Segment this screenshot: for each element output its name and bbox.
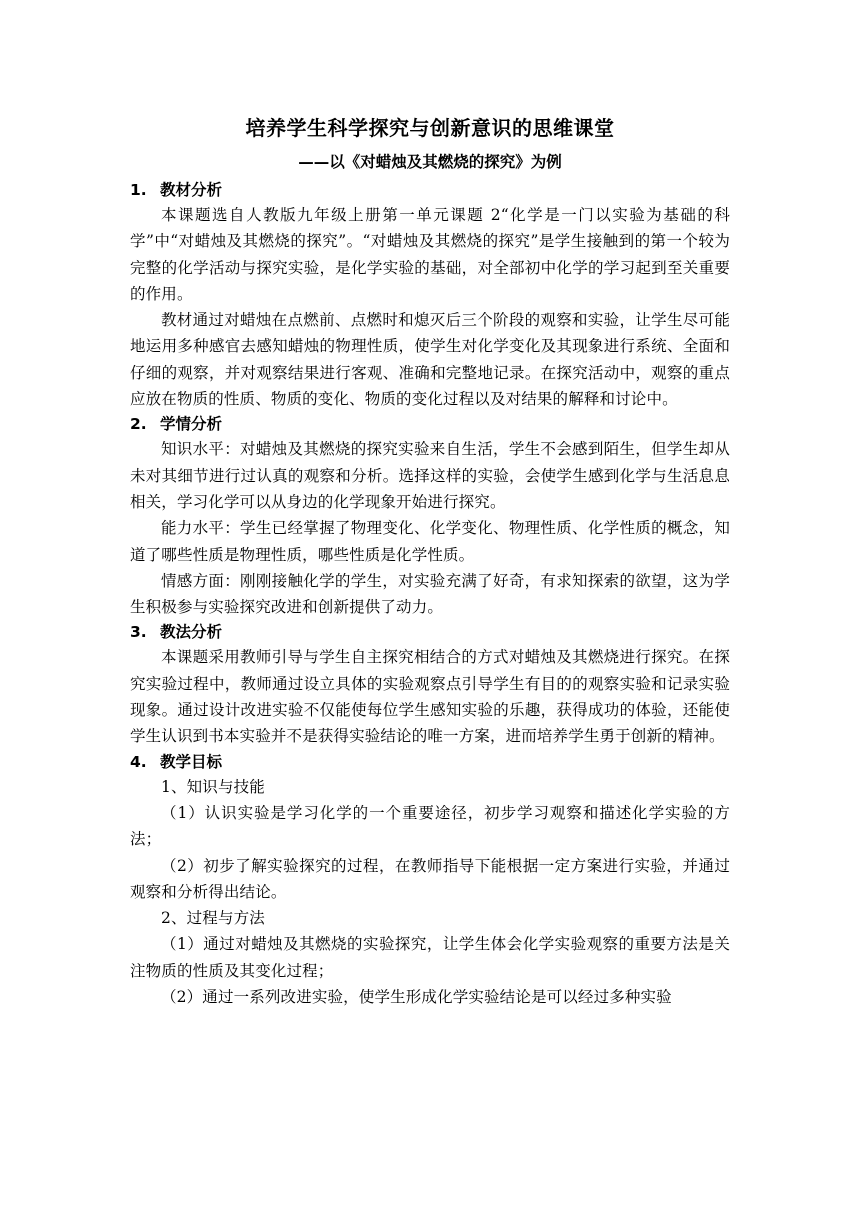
section-number: 4. [130,752,147,771]
list-item: （2）初步了解实验探究的过程，在教师指导下能根据一定方案进行实验，并通过观察和分析得出结论。 [130,856,730,901]
paragraph: 知识水平：对蜡烛及其燃烧的探究实验来自生活，学生不会感到陌生，但学生却从未对其细节进行过认真的观察和分析。选择这样的实验，会使学生感到化学与生活息息相关，学习化学可以从身边的化学现象开始进行探究。 [130,440,730,511]
document-title: 培养学生科学探究与创新意识的思维课堂 [245,116,615,140]
section-number: 1. [130,181,147,199]
section-title: 教材分析 [160,181,223,199]
section-title: 教学目标 [160,752,223,771]
subsection-heading: 2、过程与方法 [161,909,265,928]
document-body [130,178,730,1010]
section-heading [130,750,730,774]
section-title: 学情分析 [160,415,223,434]
paragraph: 教材通过对蜡烛在点燃前、点燃时和熄灭后三个阶段的观察和实验，让学生尽可能地运用多种感官去感知蜡烛的物理性质，使学生对化学变化及其现象进行系统、全面和仔细的观察，并对观察结果进行客观、准确和完整地记录。在探究活动中，观察的重点应放在物质的性质、物质的变化、物质的变化过程以及对结果的解释和讨论中。 [130,311,730,409]
paragraph: 本课题选自人教版九年级上册第一单元课题 2“化学是一门以实验为基础的科学”中“对蜡烛及其燃烧的探究”。“对蜡烛及其燃烧的探究”是学生接触到的第一个较为完整的化学活动与探究实验，是化学实验的基础，对全部初中化学的学习起到至关重要的作用。 [130,206,730,303]
section-heading [130,178,730,202]
paragraph: 能力水平：学生已经掌握了物理变化、化学变化、物理性质、化学性质的概念，知道了哪些性质是物理性质，哪些性质是化学性质。 [130,519,730,564]
subsection-heading: 1、知识与技能 [161,777,265,796]
paragraph: 情感方面：刚刚接触化学的学生，对实验充满了好奇，有求知探索的欲望，这为学生积极参与实验探究改进和创新提供了动力。 [130,571,730,617]
list-item: （2）通过一系列改进实验，使学生形成化学实验结论是可以经过多种实验 [161,988,672,1007]
section-title: 教法分析 [160,623,223,642]
section-heading [130,412,730,436]
section-number: 2. [130,415,147,434]
section-heading [130,620,730,644]
paragraph: 本课题采用教师引导与学生自主探究相结合的方式对蜡烛及其燃烧进行探究。在探究实验过程中，教师通过设立具体的实验观察点引导学生有目的的观察实验和记录实验现象。通过设计改进实验不仅能使每位学生感知实验的乐趣，获得成功的体验，还能使学生认识到书本实验并不是获得实验结论的唯一方案，进而培养学生勇于创新的精神。 [130,648,730,746]
list-item: （1）认识实验是学习化学的一个重要途径，初步学习观察和描述化学实验的方法； [130,803,730,849]
document-subtitle: ——以《对蜡烛及其燃烧的探究》为例 [298,153,562,171]
list-item: （1）通过对蜡烛及其燃烧的实验探究，让学生体会化学实验观察的重要方法是关注物质的性质及其变化过程； [130,935,730,980]
section-number: 3. [130,623,147,642]
